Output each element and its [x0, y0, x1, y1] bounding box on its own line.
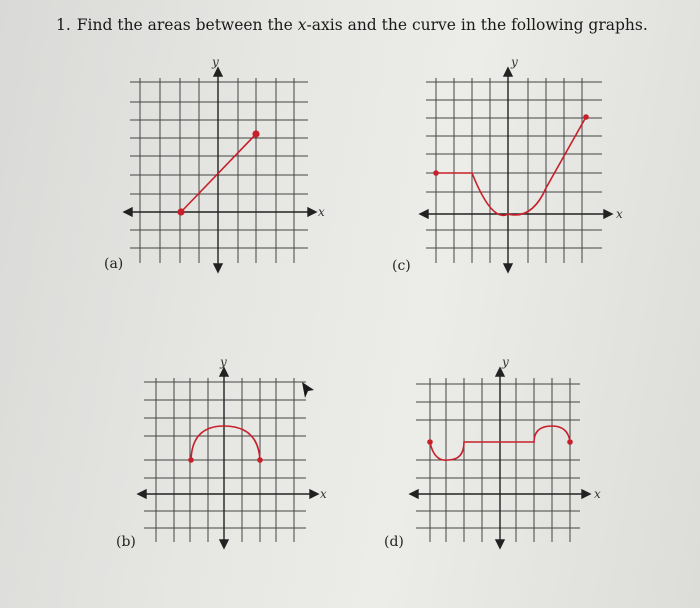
- problem-statement: [56, 16, 648, 34]
- graph-b-grid: [144, 378, 306, 542]
- part-d-label: (d): [384, 534, 404, 550]
- graph-c-y-label: y: [511, 55, 518, 69]
- graph-b-axes: [138, 368, 318, 548]
- problem-text-after: -axis and the curve in the following graphs.: [306, 16, 648, 34]
- graph-d-left-endpoint: [427, 439, 433, 445]
- graph-d-y-label: y: [502, 355, 509, 369]
- graph-a: [112, 55, 352, 278]
- graph-b-y-label: y: [220, 355, 227, 369]
- part-b-label: (b): [116, 534, 136, 550]
- problem-number: 1.: [56, 16, 71, 34]
- graph-c: [412, 55, 652, 278]
- graph-a-axes: [124, 68, 316, 272]
- problem-variable: x: [297, 16, 307, 34]
- graph-c-left-endpoint: [433, 170, 439, 176]
- graph-a-grid: [130, 78, 308, 263]
- graph-c-x-label: x: [616, 207, 623, 221]
- graph-b-right-endpoint: [257, 457, 263, 463]
- graph-d: [404, 356, 634, 556]
- graph-b-left-endpoint: [188, 457, 194, 463]
- graph-a-y-label: y: [212, 55, 219, 69]
- graph-d-x-label: x: [594, 487, 601, 501]
- graph-b-x-label: x: [320, 487, 327, 501]
- part-a-label: (a): [104, 256, 124, 272]
- mouse-pointer-icon: [300, 380, 316, 400]
- graph-d-right-endpoint: [567, 439, 573, 445]
- graph-c-grid: [426, 78, 602, 263]
- graph-b: [130, 356, 360, 556]
- graph-a-x-label: x: [318, 205, 325, 219]
- graph-c-right-endpoint: [583, 114, 589, 120]
- graph-c-axes: [420, 68, 612, 272]
- problem-text-before: Find the areas between the: [76, 16, 293, 34]
- graph-b-curve: [191, 426, 260, 460]
- part-c-label: (c): [392, 258, 411, 274]
